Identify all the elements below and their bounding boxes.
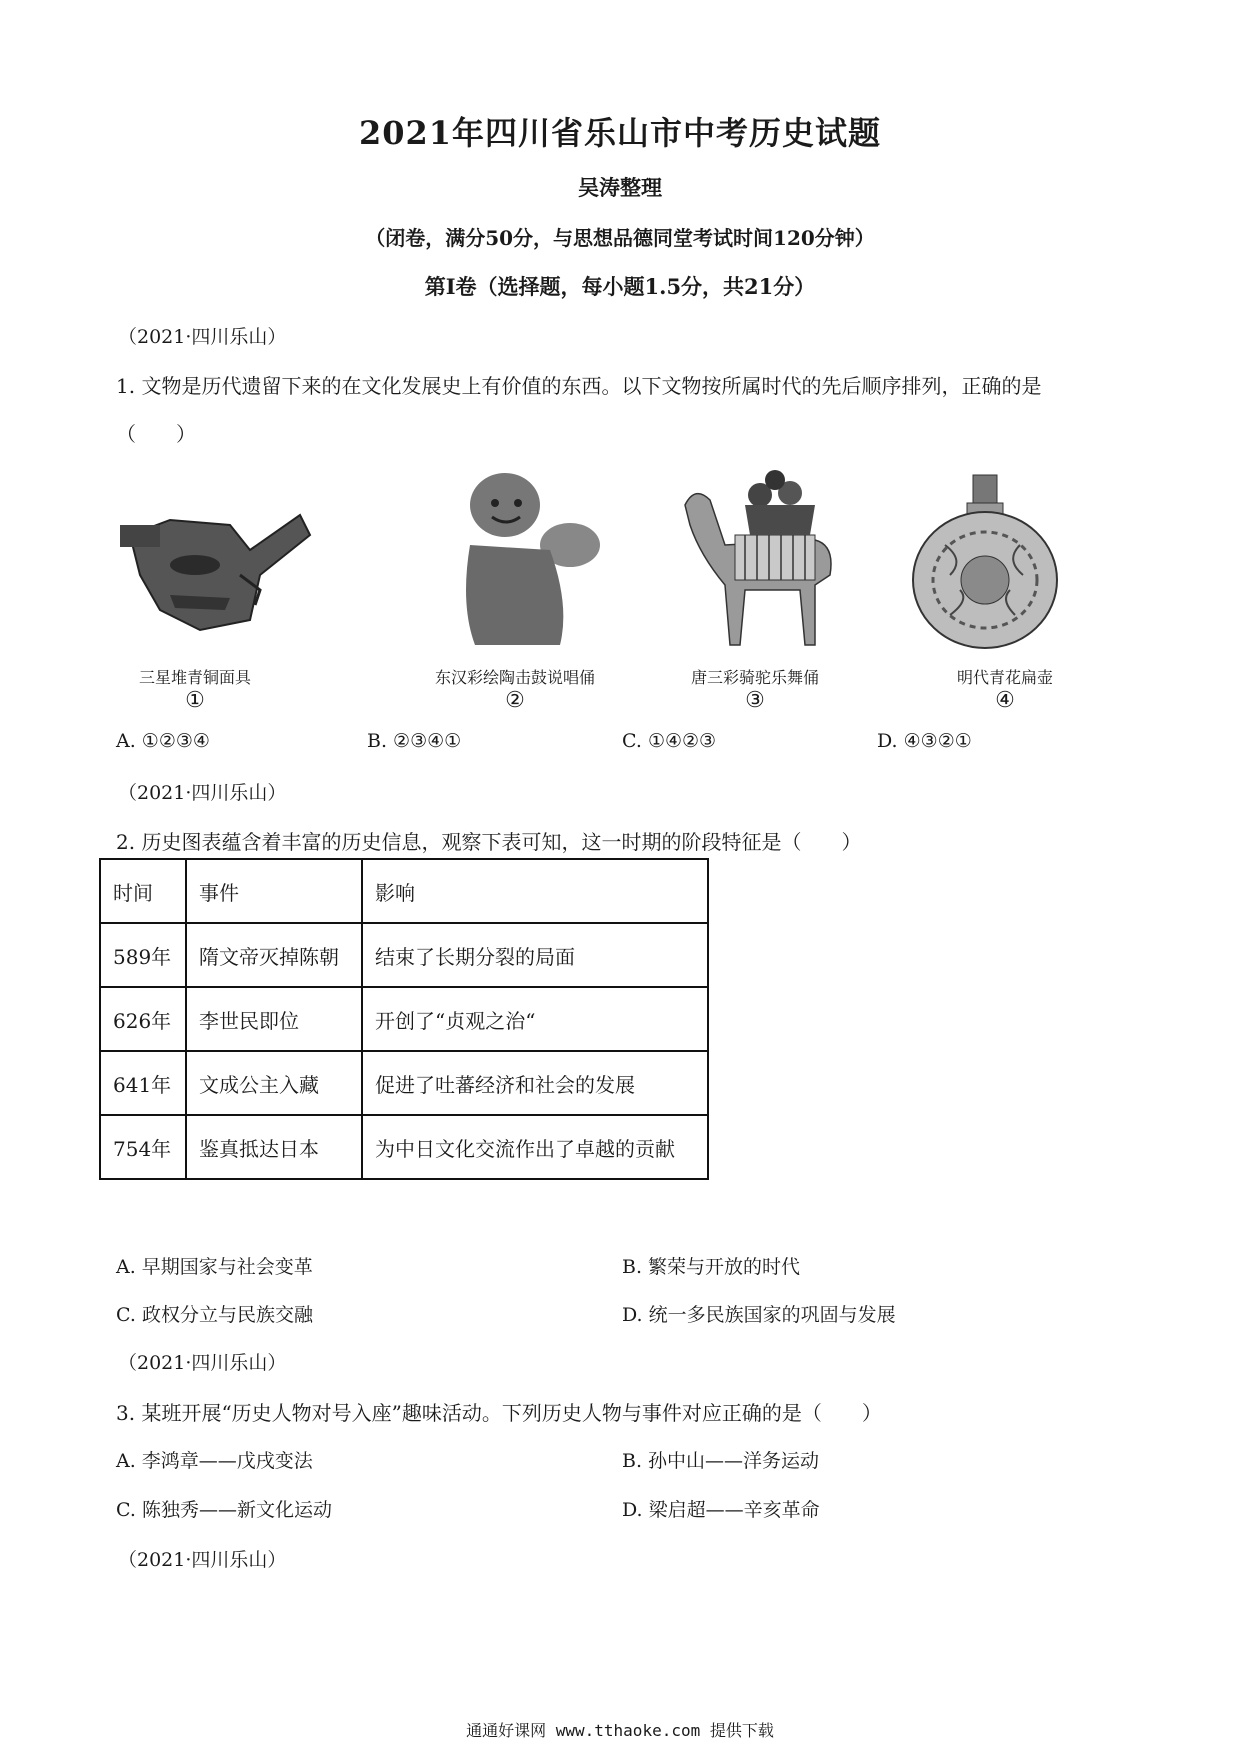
q3-option-c: C. 陈独秀——新文化运动	[116, 1499, 332, 1521]
q1-option-d: D. ④③②①	[877, 730, 972, 752]
q2-option-c: C. 政权分立与民族交融	[116, 1304, 313, 1326]
table-cell: 589年	[100, 923, 186, 987]
source-tag: （2021·四川乐山）	[118, 782, 287, 804]
q1-option-c: C. ①④②③	[622, 730, 717, 752]
q3-option-b: B. 孙中山——洋务运动	[622, 1450, 820, 1472]
table-row	[100, 1051, 708, 1115]
artifact-number-2: ②	[505, 688, 525, 713]
table-cell: 鉴真抵达日本	[186, 1115, 362, 1179]
drummer-figurine-icon	[420, 465, 620, 655]
section-heading: 第Ⅰ卷（选择题，每小题1.5分，共21分）	[424, 274, 816, 299]
table-cell: 为中日文化交流作出了卓越的贡献	[362, 1115, 708, 1179]
artifact-caption-4: 明代青花扁壶	[956, 668, 1053, 687]
artifact-caption-2: 东汉彩绘陶击鼓说唱俑	[434, 668, 595, 687]
q2-stem: 2. 历史图表蕴含着丰富的历史信息，观察下表可知，这一时期的阶段特征是（ ）	[116, 830, 862, 854]
artifact-number-1: ①	[185, 688, 205, 713]
q2-option-a: A. 早期国家与社会变革	[116, 1256, 313, 1278]
blue-white-flask-icon	[0, 465, 160, 655]
table-cell: 李世民即位	[186, 987, 362, 1051]
table-header-cell: 事件	[186, 859, 362, 923]
author-line: 吴涛整理	[578, 175, 662, 200]
artifact-caption-3: 唐三彩骑驼乐舞俑	[690, 668, 819, 687]
page-title: 2021年四川省乐山市中考历史试题	[358, 114, 882, 152]
table-header-cell: 时间	[100, 859, 186, 923]
source-tag: （2021·四川乐山）	[118, 1549, 287, 1571]
source-tag: （2021·四川乐山）	[118, 1352, 287, 1374]
q1-option-a: A. ①②③④	[116, 730, 210, 752]
history-table	[99, 858, 709, 1180]
artifact-number-4: ④	[995, 688, 1015, 713]
q3-option-a: A. 李鸿章——戊戌变法	[116, 1450, 313, 1472]
table-row	[100, 1115, 708, 1179]
artifact-caption-1: 三星堆青铜面具	[138, 668, 251, 687]
table-row	[100, 987, 708, 1051]
q1-stem: 1. 文物是历代遗留下来的在文化发展史上有价值的东西。以下文物按所属时代的先后顺序排列，正确的是	[116, 374, 1042, 398]
table-cell: 结束了长期分裂的局面	[362, 923, 708, 987]
table-header-cell: 影响	[362, 859, 708, 923]
q2-option-d: D. 统一多民族国家的巩固与发展	[622, 1304, 896, 1326]
q1-stem-blank: （ ）	[116, 422, 196, 446]
q2-option-b: B. 繁荣与开放的时代	[622, 1256, 801, 1278]
table-cell: 开创了“贞观之治“	[362, 987, 708, 1051]
table-row	[100, 923, 708, 987]
table-cell: 促进了吐蕃经济和社会的发展	[362, 1051, 708, 1115]
source-tag: （2021·四川乐山）	[118, 326, 287, 348]
table-cell: 626年	[100, 987, 186, 1051]
q1-option-b: B. ②③④①	[367, 730, 462, 752]
table-cell: 文成公主入藏	[186, 1051, 362, 1115]
footer-text: 通通好课网 www.tthaoke.com 提供下载	[466, 1721, 774, 1740]
blue-white-flask-body-icon	[905, 465, 1065, 655]
artifact-number-3: ③	[745, 688, 765, 713]
table-header-row	[100, 859, 708, 923]
table-cell: 641年	[100, 1051, 186, 1115]
q3-option-d: D. 梁启超——辛亥革命	[622, 1499, 820, 1521]
camel-musicians-icon	[665, 465, 850, 655]
q3-stem: 3. 某班开展“历史人物对号入座”趣味活动。下列历史人物与事件对应正确的是（ ）	[116, 1401, 882, 1425]
table-cell: 754年	[100, 1115, 186, 1179]
exam-note: （闭卷，满分50分，与思想品德同堂考试时间120分钟）	[365, 226, 875, 250]
table-cell: 隋文帝灭掉陈朝	[186, 923, 362, 987]
